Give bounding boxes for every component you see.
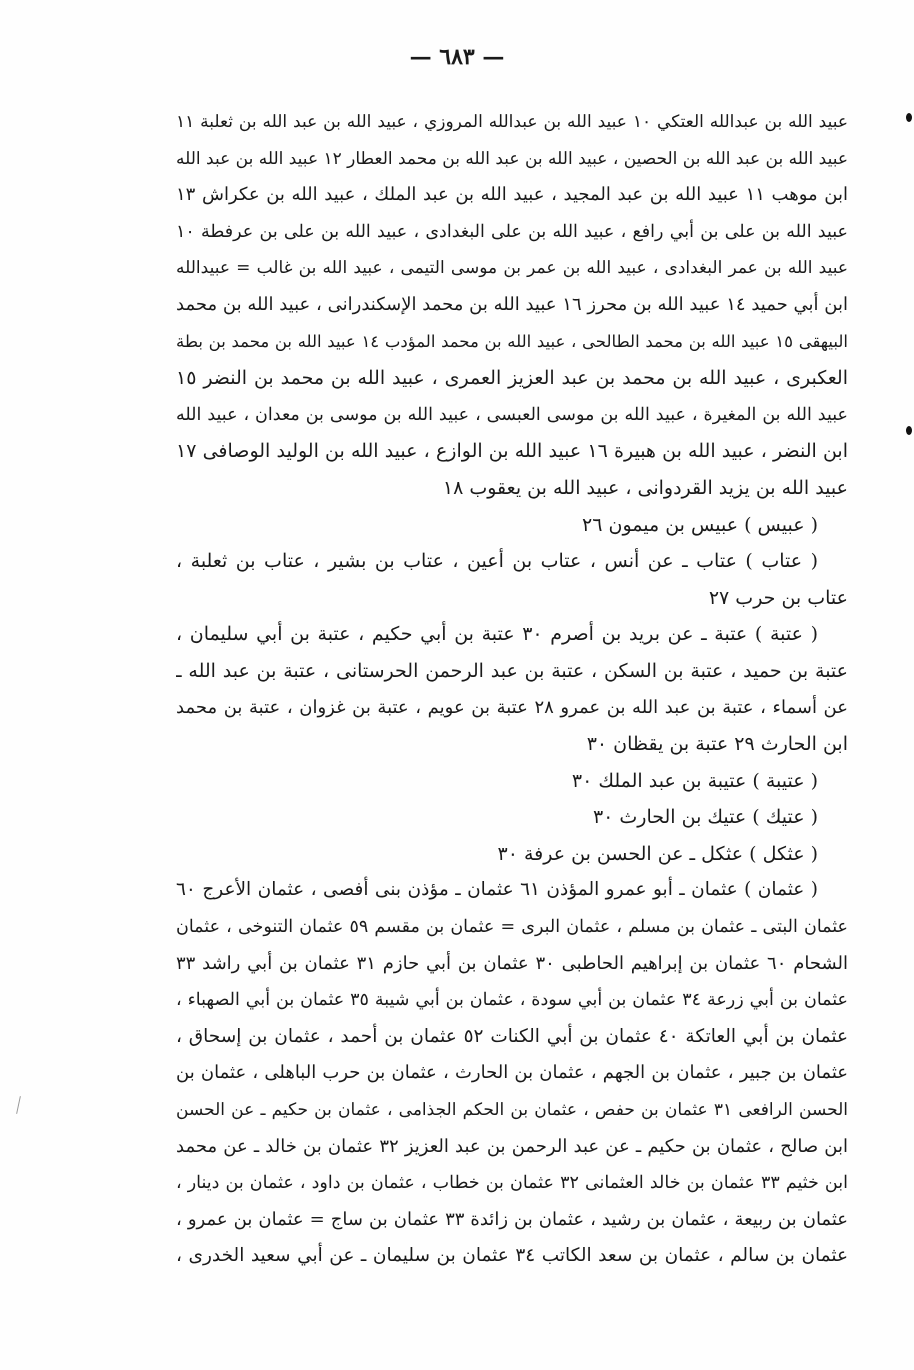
text-line: عبيد الله بن عبدالله العتكي ١٠ عبيد الله بن عبدالله المروزي ، عبيد الله بن عبد الله بن ثعلبة ١١ bbox=[176, 112, 848, 132]
text-line: عبيد الله بن المغيرة ، عبيد الله بن موسى العبسى ، عبيد الله بن موسى بن معدان ، عبيد الله bbox=[176, 404, 848, 425]
text-line: عبيد الله بن عبد الله بن الحصين ، عبيد الله بن عبد الله بن محمد العطار ١٢ عبيد الله بن عبد الله bbox=[176, 148, 848, 169]
text-line: البيهقى ١٥ عبيد الله بن محمد الطالحى ، عبيد الله بن محمد المؤدب ١٤ عبيد الله بن محمد بن بطة bbox=[176, 331, 848, 351]
text-line: عثمان بن ربيعة ، عثمان بن رشيد ، عثمان بن زائدة ٣٣ عثمان بن ساج = عثمان بن عمرو ، bbox=[176, 1208, 848, 1230]
text-line: عبيد الله بن على بن أبي رافع ، عبيد الله بن على البغدادى ، عبيد الله بن على بن عرفطة ١٠ bbox=[176, 221, 848, 242]
text-line: الحسن الرافعى ٣١ عثمان بن حفص ، عثمان بن الحكم الجذامى ، عثمان بن حكيم ـ عن الحسن bbox=[176, 1100, 848, 1121]
text-line: عثمان بن أبي العاتكة ٤٠ عثمان بن أبي الكنات ٥٢ عثمان بن أحمد ، عثمان بن إسحاق ، bbox=[176, 1025, 848, 1047]
text-line: عثمان بن سالم ، عثمان بن سعد الكاتب ٣٤ عثمان بن سليمان ـ عن أبي سعيد الخدرى ، bbox=[176, 1245, 848, 1267]
text-line: عثمان البتى ـ عثمان بن مسلم ، عثمان البرى = عثمان بن مقسم ٥٩ عثمان التنوخى ، عثمان bbox=[176, 917, 848, 938]
scan-artifact-mark bbox=[16, 1096, 21, 1114]
text-line: عبيد الله بن يزيد القردوانى ، عبيد الله بن يعقوب ١٨ bbox=[442, 476, 848, 499]
margin-ink-mark bbox=[906, 426, 912, 435]
text-line: ( عثمان ) عثمان ـ أبو عمرو المؤذن ٦١ عثمان ـ مؤذن بنى أفصى ، عثمان الأعرج ٦٠ bbox=[176, 879, 818, 901]
text-line: ( عتاب ) عتاب ـ عن أنس ، عتاب بن أعين ، عتاب بن بشير ، عتاب بن ثعلبة ، bbox=[176, 550, 818, 573]
text-line: ابن الحارث ٢٩ عتبة بن يقظان ٣٠ bbox=[586, 733, 848, 756]
text-line: ابن خثيم ٣٣ عثمان بن خالد العثمانى ٣٢ عثمان بن خطاب ، عثمان بن داود ، عثمان بن دينار ، bbox=[176, 1173, 848, 1194]
text-line: عثمان بن جبير ، عثمان بن الجهم ، عثمان بن الحارث ، عثمان بن حرب الباهلى ، عثمان بن bbox=[176, 1062, 848, 1084]
page-number: — ٦٨٣ — bbox=[409, 44, 505, 70]
text-line: ابن صالح ، عثمان بن حكيم ـ عن عبد الرحمن بن عبد العزيز ٣٢ عثمان بن خالد ـ عن محمد bbox=[176, 1135, 848, 1157]
index-text-block bbox=[176, 104, 848, 1275]
text-line: عتبة بن حميد ، عتبة بن السكن ، عتبة بن عبد الرحمن الحرستانى ، عتبة بن عبد الله ـ bbox=[176, 659, 848, 682]
text-line: ابن موهب ١١ عبيد الله بن عبد المجيد ، عبيد الله بن عبد الملك ، عبيد الله بن عكراش ١٣ bbox=[176, 184, 848, 206]
text-line: ابن النضر ، عبيد الله بن هبيرة ١٦ عبيد الله بن الوازع ، عبيد الله بن الوليد الوصافى ١٧ bbox=[176, 440, 848, 463]
text-line: العكبرى ، عبيد الله بن محمد بن عبد العزيز العمرى ، عبيد الله بن محمد بن النضر ١٥ bbox=[176, 367, 848, 390]
text-line: عبيد الله بن عمر البغدادى ، عبيد الله بن عمر بن موسى التيمى ، عبيد الله بن غالب = عبيدالله bbox=[176, 258, 848, 279]
text-line: عتاب بن حرب ٢٧ bbox=[708, 586, 848, 609]
margin-ink-mark bbox=[906, 113, 912, 122]
text-line: الشحام ٦٠ عثمان بن إبراهيم الحاطبى ٣٠ عثمان بن أبي حازم ٣١ عثمان بن أبي راشد ٣٣ bbox=[176, 952, 848, 974]
text-line: عثمان بن أبي زرعة ٣٤ عثمان بن أبي سودة ، عثمان بن أبي شيبة ٣٥ عثمان بن أبي الصهباء ، bbox=[176, 990, 848, 1011]
text-line: ( عتبة ) عتبة ـ عن بريد بن أصرم ٣٠ عتبة بن أبي حكيم ، عتبة بن أبي سليمان ، bbox=[176, 623, 818, 646]
text-line: ( عتيك ) عتيك بن الحارث ٣٠ bbox=[592, 806, 818, 829]
text-line: ( عثكل ) عثكل ـ عن الحسن بن عرفة ٣٠ bbox=[497, 842, 818, 865]
text-line: ( عبيس ) عبيس بن ميمون ٢٦ bbox=[582, 513, 818, 536]
text-line: ( عتيبة ) عتيبة بن عبد الملك ٣٠ bbox=[571, 769, 818, 792]
text-line: عن أسماء ، عتبة بن عبد الله بن عمرو ٢٨ عتبة بن عويم ، عتبة بن غزوان ، عتبة بن محمد bbox=[176, 696, 848, 718]
text-line: ابن أبي حميد ١٤ عبيد الله بن محرز ١٦ عبيد الله بن محمد الإسكندرانى ، عبيد الله بن محمد bbox=[176, 293, 848, 315]
